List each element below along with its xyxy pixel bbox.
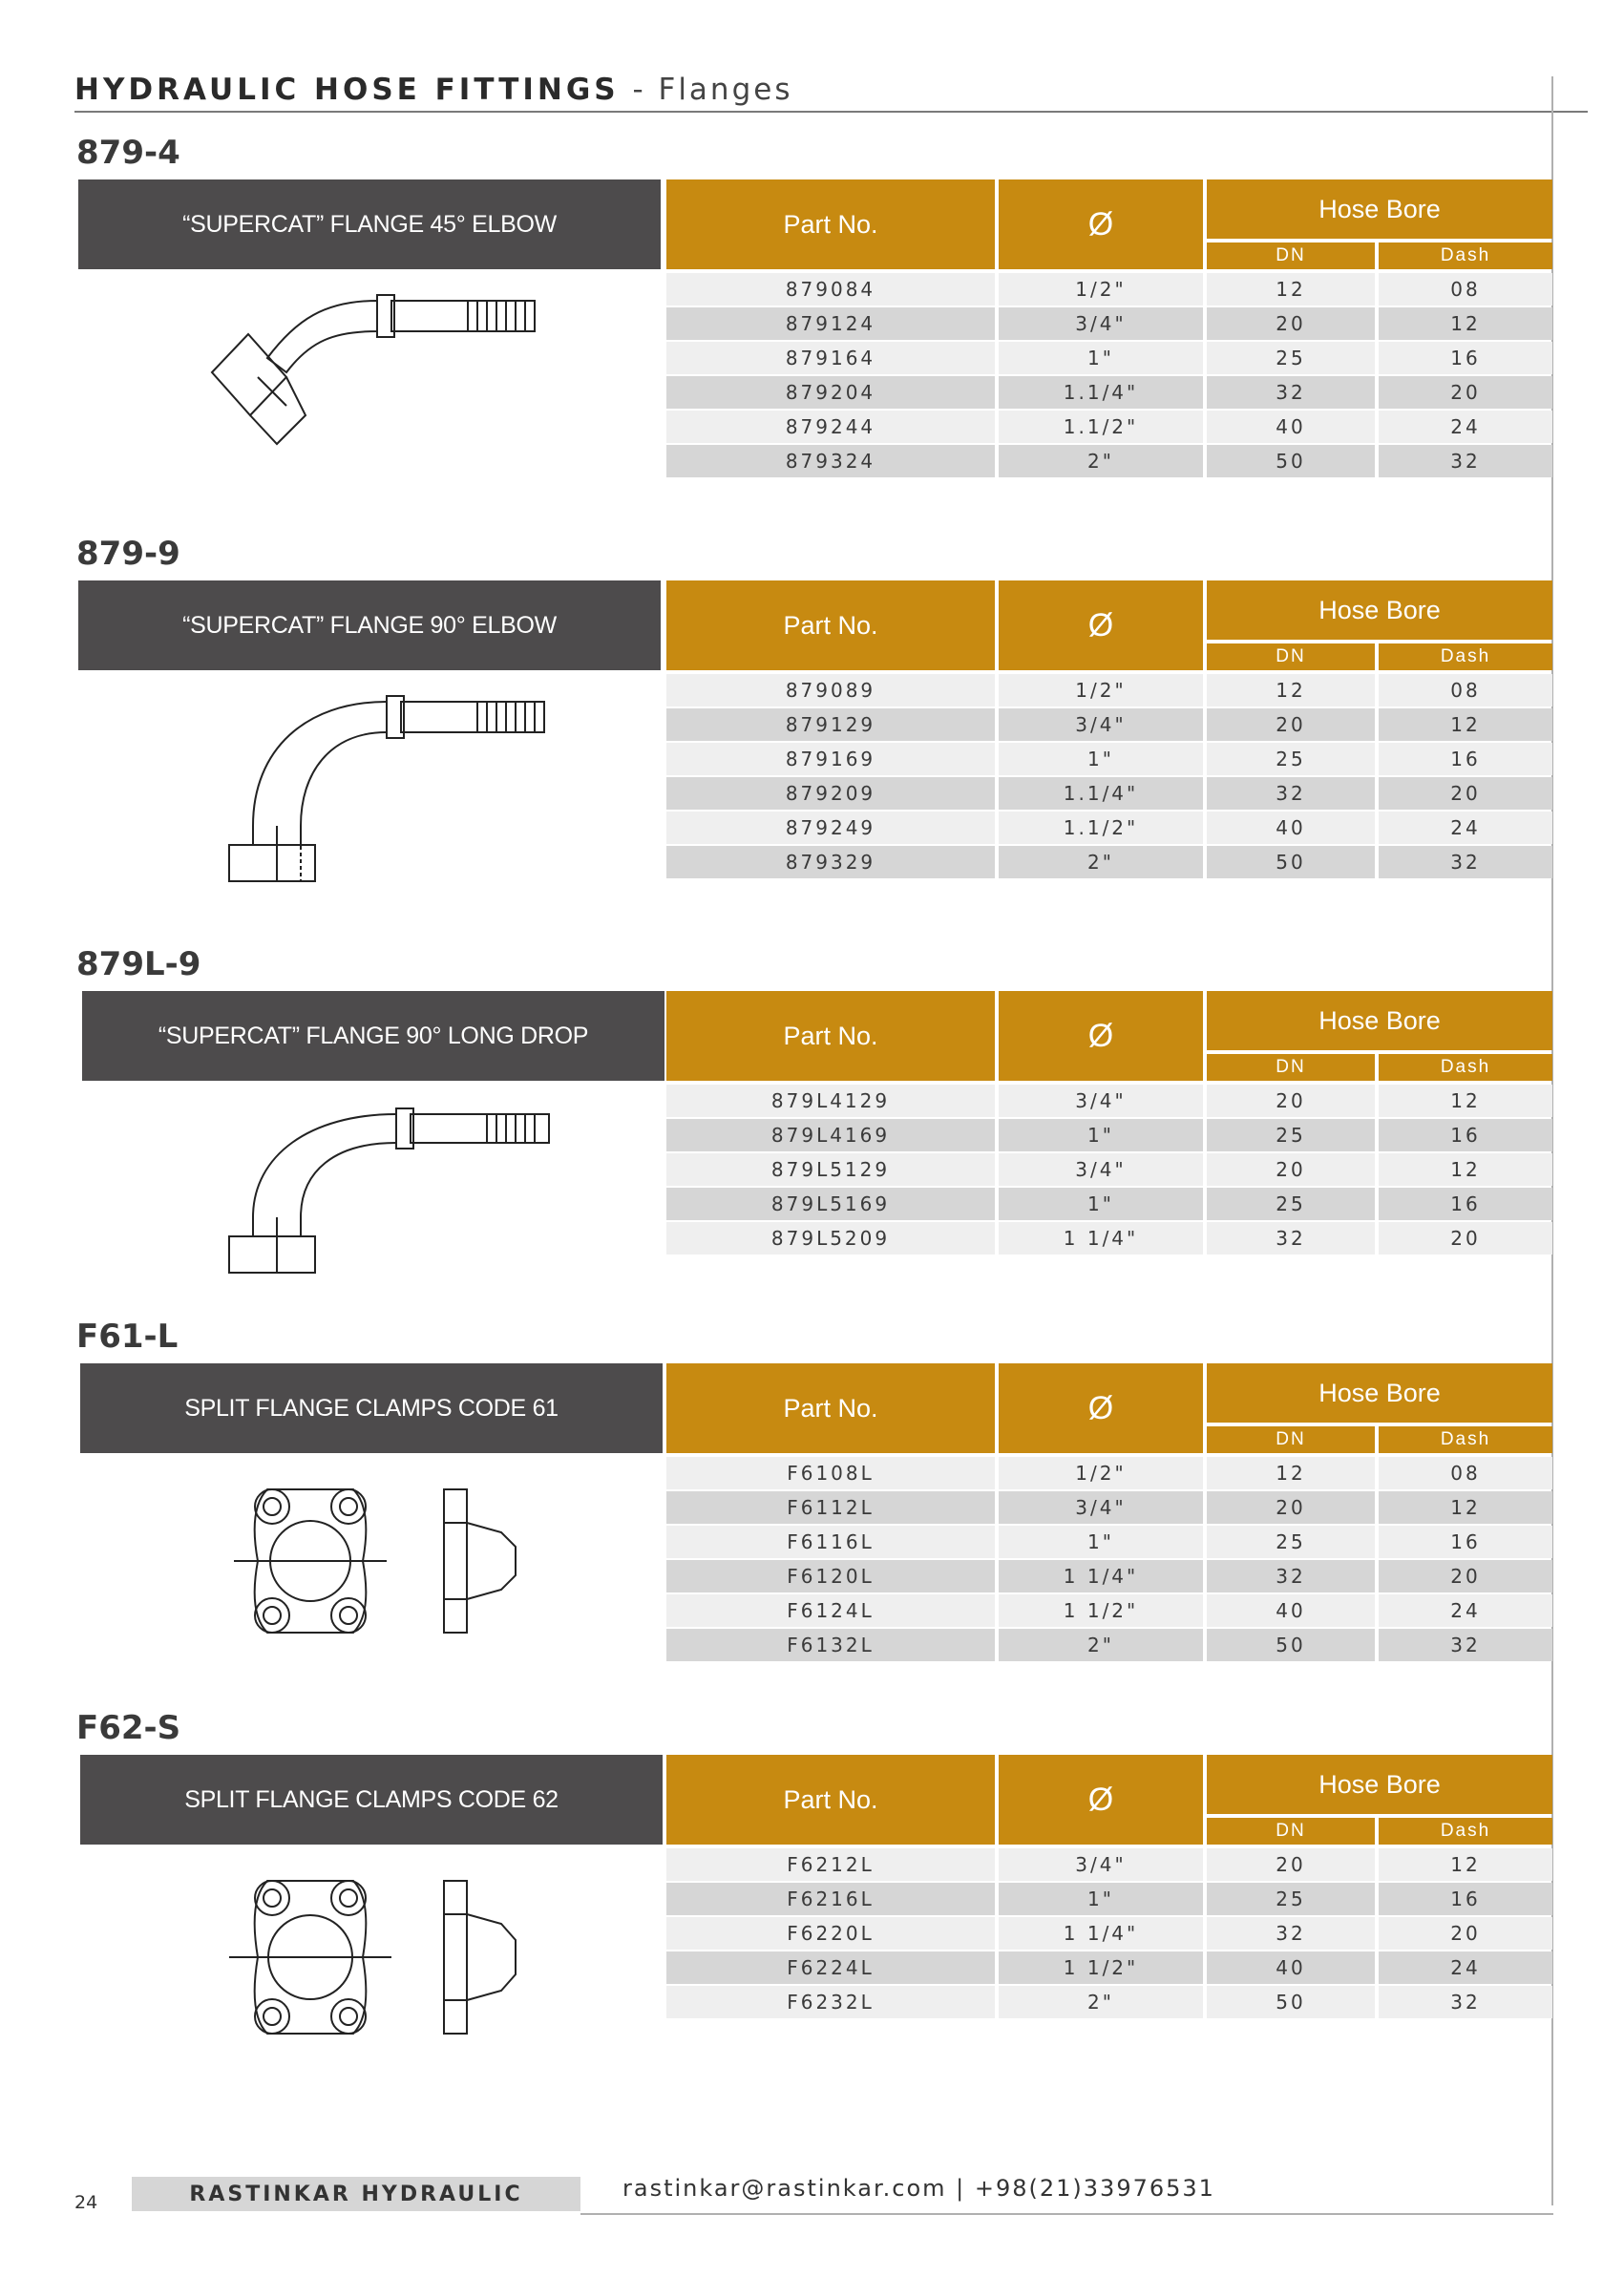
- part-number-cell: F6232L: [666, 1986, 995, 2018]
- table-row: [666, 1153, 1552, 1186]
- table-row: [666, 273, 1552, 306]
- col-header-dash: Dash: [1379, 643, 1552, 670]
- hose-bore-label: Hose Bore: [1207, 179, 1552, 239]
- dash-cell: 16: [1379, 342, 1552, 374]
- table-row: [666, 1119, 1552, 1151]
- col-header-diameter: Ø: [999, 580, 1203, 670]
- dn-cell: 40: [1207, 1951, 1375, 1984]
- dash-cell: 12: [1379, 708, 1552, 741]
- table-row: [666, 674, 1552, 707]
- dash-cell: 24: [1379, 1594, 1552, 1627]
- table-row: [666, 342, 1552, 374]
- part-number-cell: 879L5169: [666, 1188, 995, 1220]
- dash-cell: 16: [1379, 1526, 1552, 1558]
- dash-cell: 12: [1379, 1085, 1552, 1117]
- split-flange-clamp-61-drawing: [220, 1470, 535, 1652]
- page-number: 24: [74, 2192, 98, 2213]
- table-row: [666, 411, 1552, 443]
- dash-cell: 20: [1379, 777, 1552, 810]
- col-header-dn: DN: [1207, 243, 1375, 269]
- dash-cell: 20: [1379, 1222, 1552, 1255]
- col-header-dash: Dash: [1379, 1426, 1552, 1453]
- part-number-cell: 879089: [666, 674, 995, 707]
- hose-bore-label: Hose Bore: [1207, 1755, 1552, 1814]
- diameter-cell: 2": [999, 1986, 1203, 2018]
- hose-bore-label: Hose Bore: [1207, 991, 1552, 1050]
- dn-cell: 40: [1207, 411, 1375, 443]
- section-code: 879-4: [76, 134, 180, 172]
- dn-cell: 20: [1207, 1491, 1375, 1524]
- description-bar: “SUPERCAT” FLANGE 45° ELBOW: [78, 179, 661, 269]
- table-row: [666, 1594, 1552, 1627]
- col-header-diameter: Ø: [999, 179, 1203, 269]
- dash-cell: 16: [1379, 743, 1552, 775]
- dn-cell: 25: [1207, 743, 1375, 775]
- col-header-diameter: Ø: [999, 991, 1203, 1081]
- col-header-part: Part No.: [666, 179, 995, 269]
- elbow-90-drawing: [220, 683, 563, 893]
- dash-cell: 08: [1379, 674, 1552, 707]
- diameter-cell: 1 1/4": [999, 1560, 1203, 1592]
- diameter-cell: 1": [999, 342, 1203, 374]
- diameter-cell: 1/2": [999, 674, 1203, 707]
- part-number-cell: F6112L: [666, 1491, 995, 1524]
- description-bar: “SUPERCAT” FLANGE 90° LONG DROP: [82, 991, 664, 1081]
- dash-cell: 20: [1379, 1560, 1552, 1592]
- dash-cell: 12: [1379, 1491, 1552, 1524]
- col-header-part: Part No.: [666, 580, 995, 670]
- diameter-cell: 1": [999, 1119, 1203, 1151]
- diameter-cell: 1/2": [999, 273, 1203, 306]
- col-header-dn: DN: [1207, 1054, 1375, 1081]
- part-number-cell: 879249: [666, 812, 995, 844]
- part-number-cell: F6108L: [666, 1457, 995, 1489]
- diameter-cell: 3/4": [999, 307, 1203, 340]
- table-row: [666, 1560, 1552, 1592]
- hose-bore-label: Hose Bore: [1207, 580, 1552, 640]
- diameter-cell: 2": [999, 846, 1203, 878]
- diameter-cell: 2": [999, 445, 1203, 477]
- parts-table: [666, 1085, 1552, 1256]
- dash-cell: 24: [1379, 1951, 1552, 1984]
- diameter-cell: 1.1/2": [999, 812, 1203, 844]
- dn-cell: 12: [1207, 273, 1375, 306]
- part-number-cell: 879209: [666, 777, 995, 810]
- dn-cell: 32: [1207, 1560, 1375, 1592]
- dash-cell: 32: [1379, 1629, 1552, 1661]
- dn-cell: 12: [1207, 1457, 1375, 1489]
- dn-cell: 40: [1207, 812, 1375, 844]
- page-header: [74, 73, 792, 107]
- dash-cell: 16: [1379, 1188, 1552, 1220]
- table-row: [666, 1188, 1552, 1220]
- table-row: [666, 743, 1552, 775]
- dash-cell: 24: [1379, 812, 1552, 844]
- dn-cell: 32: [1207, 777, 1375, 810]
- part-number-cell: F6124L: [666, 1594, 995, 1627]
- dn-cell: 32: [1207, 1917, 1375, 1950]
- split-flange-clamp-62-drawing: [220, 1862, 535, 2053]
- diameter-cell: 3/4": [999, 708, 1203, 741]
- footer-company: RASTINKAR HYDRAULIC: [132, 2177, 580, 2211]
- table-row: [666, 812, 1552, 844]
- part-number-cell: 879L4169: [666, 1119, 995, 1151]
- part-number-cell: 879169: [666, 743, 995, 775]
- dash-cell: 20: [1379, 1917, 1552, 1950]
- dash-cell: 12: [1379, 307, 1552, 340]
- diameter-cell: 1 1/2": [999, 1951, 1203, 1984]
- description-bar: SPLIT FLANGE CLAMPS CODE 61: [80, 1363, 663, 1453]
- part-number-cell: 879124: [666, 307, 995, 340]
- header-subtitle: - Flanges: [632, 73, 793, 107]
- part-number-cell: 879084: [666, 273, 995, 306]
- col-header-diameter: Ø: [999, 1363, 1203, 1453]
- col-header-dn: DN: [1207, 1818, 1375, 1845]
- table-row: [666, 1085, 1552, 1117]
- dn-cell: 50: [1207, 1986, 1375, 2018]
- dn-cell: 20: [1207, 307, 1375, 340]
- table-row: [666, 1917, 1552, 1950]
- part-number-cell: 879329: [666, 846, 995, 878]
- section-code: 879L-9: [76, 945, 201, 983]
- dash-cell: 08: [1379, 273, 1552, 306]
- dash-cell: 16: [1379, 1883, 1552, 1915]
- col-header-diameter: Ø: [999, 1755, 1203, 1845]
- part-number-cell: F6212L: [666, 1848, 995, 1881]
- part-number-cell: 879204: [666, 376, 995, 409]
- part-number-cell: F6120L: [666, 1560, 995, 1592]
- dn-cell: 32: [1207, 376, 1375, 409]
- dn-cell: 50: [1207, 1629, 1375, 1661]
- dash-cell: 32: [1379, 846, 1552, 878]
- part-number-cell: 879L5129: [666, 1153, 995, 1186]
- part-number-cell: F6220L: [666, 1917, 995, 1950]
- col-header-dash: Dash: [1379, 1054, 1552, 1081]
- col-header-hose-bore: [1207, 991, 1552, 1081]
- diameter-cell: 1": [999, 1188, 1203, 1220]
- col-header-dn: DN: [1207, 643, 1375, 670]
- part-number-cell: F6116L: [666, 1526, 995, 1558]
- table-row: [666, 777, 1552, 810]
- table-row: [666, 1629, 1552, 1661]
- diameter-cell: 1.1/4": [999, 376, 1203, 409]
- dn-cell: 20: [1207, 1848, 1375, 1881]
- description-bar: SPLIT FLANGE CLAMPS CODE 62: [80, 1755, 663, 1845]
- parts-table: [666, 1457, 1552, 1663]
- table-row: [666, 1457, 1552, 1489]
- diameter-cell: 1 1/4": [999, 1222, 1203, 1255]
- diameter-cell: 1": [999, 1883, 1203, 1915]
- hose-bore-label: Hose Bore: [1207, 1363, 1552, 1423]
- part-number-cell: 879L5209: [666, 1222, 995, 1255]
- table-row: [666, 445, 1552, 477]
- table-row: [666, 1526, 1552, 1558]
- dn-cell: 25: [1207, 1188, 1375, 1220]
- dash-cell: 20: [1379, 376, 1552, 409]
- col-header-dash: Dash: [1379, 1818, 1552, 1845]
- diameter-cell: 3/4": [999, 1848, 1203, 1881]
- diameter-cell: 3/4": [999, 1491, 1203, 1524]
- col-header-part: Part No.: [666, 1363, 995, 1453]
- description-bar: “SUPERCAT” FLANGE 90° ELBOW: [78, 580, 661, 670]
- diameter-cell: 3/4": [999, 1085, 1203, 1117]
- dn-cell: 25: [1207, 1526, 1375, 1558]
- table-row: [666, 708, 1552, 741]
- footer-contact: rastinkar@rastinkar.com | +98(21)33976531: [622, 2175, 1215, 2202]
- table-row: [666, 307, 1552, 340]
- table-row: [666, 1222, 1552, 1255]
- parts-table: [666, 273, 1552, 479]
- col-header-hose-bore: [1207, 580, 1552, 670]
- dn-cell: 12: [1207, 674, 1375, 707]
- table-row: [666, 1986, 1552, 2018]
- part-number-cell: F6224L: [666, 1951, 995, 1984]
- part-number-cell: F6216L: [666, 1883, 995, 1915]
- part-number-cell: 879164: [666, 342, 995, 374]
- diameter-cell: 1": [999, 1526, 1203, 1558]
- diameter-cell: 2": [999, 1629, 1203, 1661]
- part-number-cell: F6132L: [666, 1629, 995, 1661]
- dn-cell: 50: [1207, 846, 1375, 878]
- table-row: [666, 1848, 1552, 1881]
- diameter-cell: 3/4": [999, 1153, 1203, 1186]
- dn-cell: 25: [1207, 342, 1375, 374]
- dash-cell: 08: [1379, 1457, 1552, 1489]
- table-row: [666, 1883, 1552, 1915]
- elbow-45-drawing: [191, 282, 554, 463]
- part-number-cell: 879L4129: [666, 1085, 995, 1117]
- col-header-part: Part No.: [666, 1755, 995, 1845]
- col-header-part: Part No.: [666, 991, 995, 1081]
- col-header-hose-bore: [1207, 1755, 1552, 1845]
- header-rule: [74, 111, 1588, 113]
- col-header-dash: Dash: [1379, 243, 1552, 269]
- col-header-dn: DN: [1207, 1426, 1375, 1453]
- dn-cell: 40: [1207, 1594, 1375, 1627]
- header-title: HYDRAULIC HOSE FITTINGS: [74, 73, 620, 107]
- dn-cell: 50: [1207, 445, 1375, 477]
- part-number-cell: 879244: [666, 411, 995, 443]
- table-row: [666, 376, 1552, 409]
- table-row: [666, 1951, 1552, 1984]
- dn-cell: 25: [1207, 1119, 1375, 1151]
- col-header-hose-bore: [1207, 179, 1552, 269]
- section-code: F62-S: [76, 1709, 181, 1747]
- col-header-hose-bore: [1207, 1363, 1552, 1453]
- dash-cell: 32: [1379, 445, 1552, 477]
- dn-cell: 20: [1207, 708, 1375, 741]
- diameter-cell: 1.1/2": [999, 411, 1203, 443]
- diameter-cell: 1 1/2": [999, 1594, 1203, 1627]
- section-code: F61-L: [76, 1318, 179, 1356]
- dash-cell: 16: [1379, 1119, 1552, 1151]
- diameter-cell: 1 1/4": [999, 1917, 1203, 1950]
- dn-cell: 20: [1207, 1153, 1375, 1186]
- dn-cell: 25: [1207, 1883, 1375, 1915]
- table-row: [666, 1491, 1552, 1524]
- diameter-cell: 1": [999, 743, 1203, 775]
- parts-table: [666, 674, 1552, 880]
- diameter-cell: 1.1/4": [999, 777, 1203, 810]
- parts-table: [666, 1848, 1552, 2020]
- footer-rule: [580, 2213, 1553, 2215]
- diameter-cell: 1/2": [999, 1457, 1203, 1489]
- dn-cell: 32: [1207, 1222, 1375, 1255]
- dash-cell: 24: [1379, 411, 1552, 443]
- part-number-cell: 879324: [666, 445, 995, 477]
- table-row: [666, 846, 1552, 878]
- dash-cell: 12: [1379, 1848, 1552, 1881]
- dash-cell: 32: [1379, 1986, 1552, 2018]
- elbow-90-long-drop-drawing: [220, 1103, 563, 1284]
- dash-cell: 12: [1379, 1153, 1552, 1186]
- part-number-cell: 879129: [666, 708, 995, 741]
- dn-cell: 20: [1207, 1085, 1375, 1117]
- section-code: 879-9: [76, 535, 180, 573]
